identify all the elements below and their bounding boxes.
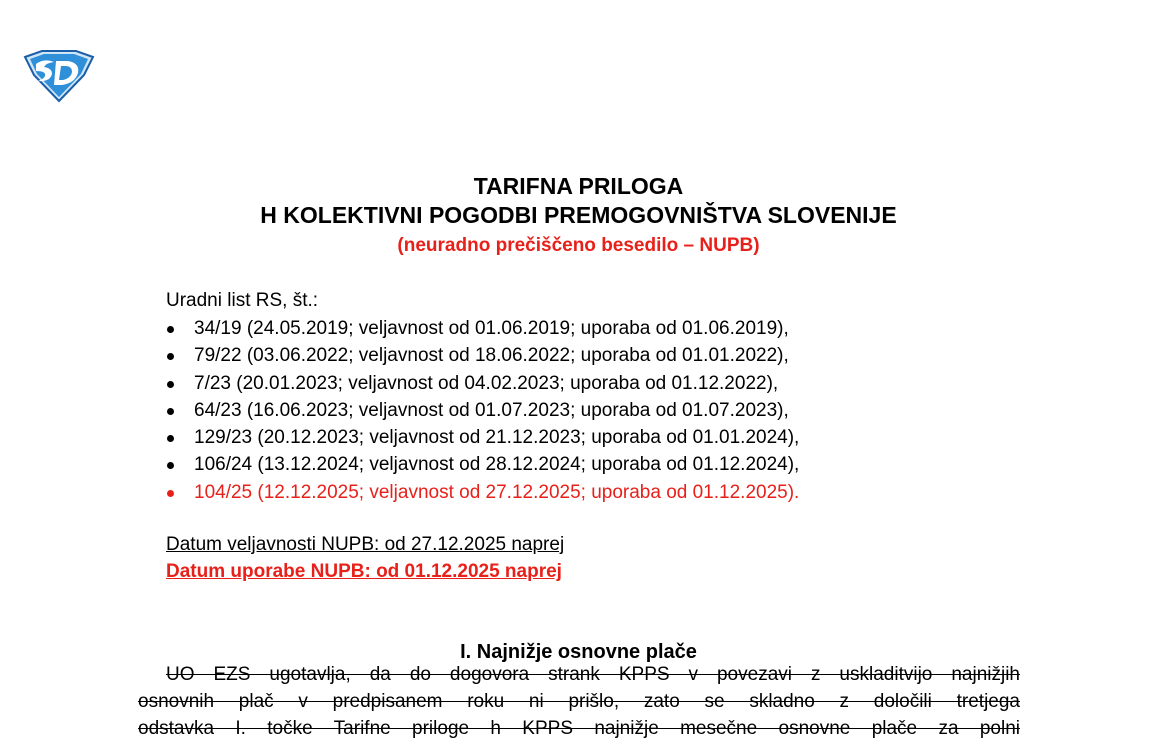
- struck-text-line: UO EZS ugotavlja, da do dogovora strank KPPS v povezavi z uskladitvijo najnižjih: [166, 664, 1020, 685]
- bullet-icon: [167, 490, 174, 497]
- struck-text-line: osnovnih plač v predpisanem roku ni prišlo, zato se skladno z določili tretjega: [138, 691, 1020, 712]
- publication-list: [166, 317, 799, 508]
- bullet-icon: [167, 462, 174, 469]
- publication-text: 104/25 (12.12.2025; veljavnost od 27.12.2025; uporaba od 01.12.2025).: [194, 481, 800, 503]
- list-item: [166, 372, 799, 399]
- document-subtitle: H KOLEKTIVNI POGODBI PREMOGOVNIŠTVA SLOVENIJE: [260, 202, 897, 228]
- list-item: [166, 426, 799, 453]
- list-item-latest: [166, 481, 799, 508]
- bullet-icon: [167, 353, 174, 360]
- struck-text-line: odstavka I. točke Tarifne priloge h KPPS najnižje mesečne osnovne plače za polni: [138, 718, 1020, 739]
- gazette-label: Uradni list RS, št.:: [166, 290, 319, 311]
- bullet-icon: [167, 381, 174, 388]
- list-item: [166, 317, 799, 344]
- section-heading: I. Najnižje osnovne plače: [460, 641, 697, 663]
- list-item: [166, 453, 799, 480]
- application-date: Datum uporabe NUPB: od 01.12.2025 naprej: [166, 561, 562, 582]
- bullet-icon: [167, 408, 174, 415]
- publication-text: 106/24 (13.12.2024; veljavnost od 28.12.2024; uporaba od 01.12.2024),: [194, 454, 800, 476]
- list-item: [166, 344, 799, 371]
- publication-text: 7/23 (20.01.2023; veljavnost od 04.02.2023; uporaba od 01.12.2022),: [194, 372, 779, 394]
- publication-text: 79/22 (03.06.2022; veljavnost od 18.06.2022; uporaba od 01.01.2022),: [194, 345, 789, 367]
- publication-text: 129/23 (20.12.2023; veljavnost od 21.12.2023; uporaba od 01.01.2024),: [194, 427, 800, 449]
- bullet-icon: [167, 435, 174, 442]
- sd-shield-logo-icon: [22, 47, 96, 103]
- publication-text: 64/23 (16.06.2023; veljavnost od 01.07.2023; uporaba od 01.07.2023),: [194, 399, 789, 421]
- publication-text: 34/19 (24.05.2019; veljavnost od 01.06.2019; uporaba od 01.06.2019),: [194, 318, 789, 339]
- list-item: [166, 399, 799, 426]
- document-title: TARIFNA PRILOGA: [473, 173, 684, 199]
- validity-date: Datum veljavnosti NUPB: od 27.12.2025 naprej: [166, 534, 565, 555]
- document-note: (neuradno prečiščeno besedilo – NUPB): [397, 235, 760, 256]
- bullet-icon: [167, 326, 174, 333]
